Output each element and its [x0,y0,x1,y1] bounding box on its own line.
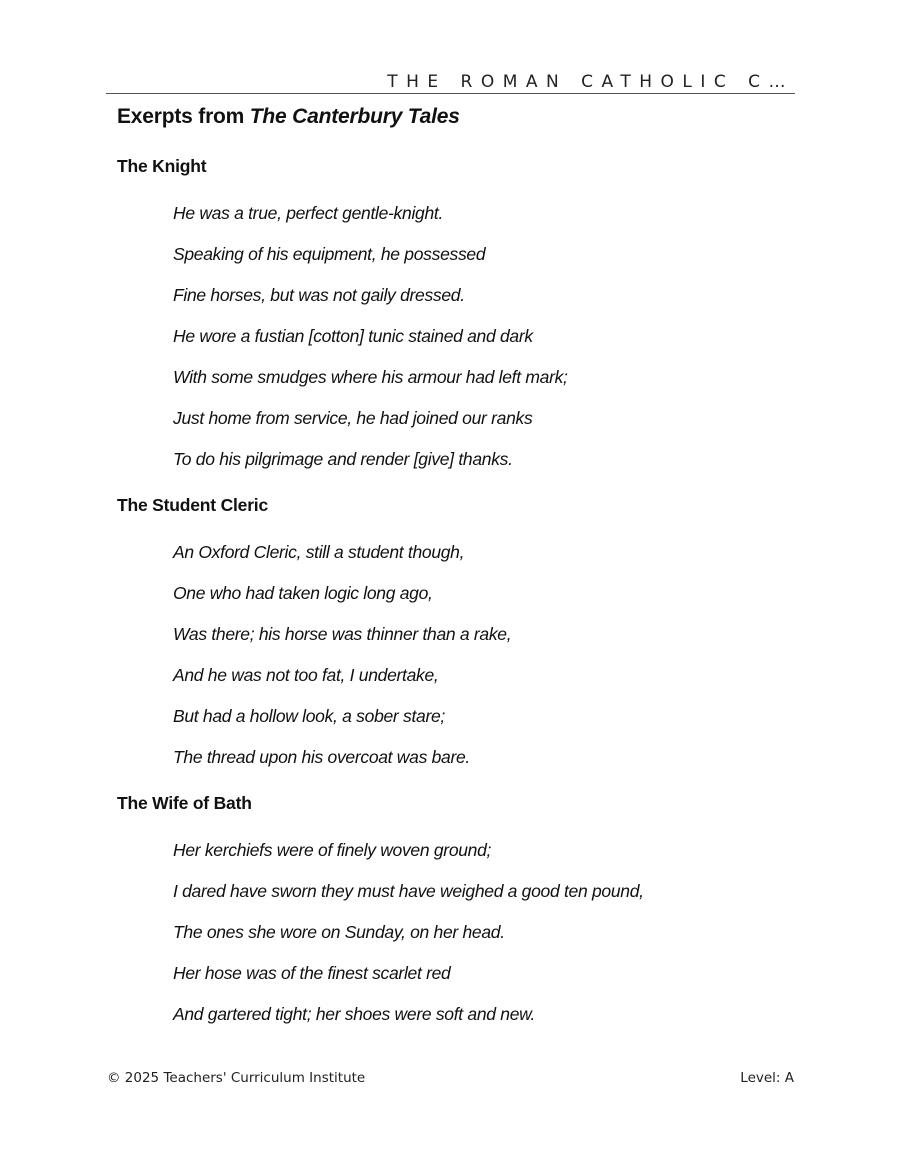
verse-line: Was there; his horse was thinner than a rake, [173,624,512,644]
verse-line: He wore a fustian [cotton] tunic stained and dark [173,326,533,346]
verse-line: With some smudges where his armour had left mark; [173,367,568,387]
header-divider [106,93,795,94]
verse-line: Her kerchiefs were of finely woven ground; [173,840,492,860]
title-work: The Canterbury Tales [249,105,460,128]
verse-line: And he was not too fat, I undertake, [173,665,439,685]
verse-line: The ones she wore on Sunday, on her head. [173,922,505,942]
section-heading-knight: The Knight [117,156,207,176]
running-header-title: THE ROMAN CATHOLIC C… [387,72,794,92]
verse-line: One who had taken logic long ago, [173,583,433,603]
section-heading-student-cleric: The Student Cleric [117,495,269,515]
verse-line: But had a hollow look, a sober stare; [173,706,445,726]
verse-line: Speaking of his equipment, he possessed [173,244,486,264]
footer-copyright: © 2025 Teachers' Curriculum Institute [107,1070,366,1086]
verse-line: He was a true, perfect gentle-knight. [173,203,444,223]
document-title [117,105,460,129]
title-prefix: Exerpts from [117,105,245,128]
footer-level: Level: A [740,1070,794,1086]
verse-line: An Oxford Cleric, still a student though, [173,542,465,562]
section-heading-wife-of-bath: The Wife of Bath [117,793,252,813]
verse-line: To do his pilgrimage and render [give] thanks. [173,449,513,469]
verse-line: Fine horses, but was not gaily dressed. [173,285,465,305]
verse-line: The thread upon his overcoat was bare. [173,747,470,767]
verse-line: Just home from service, he had joined our ranks [173,408,533,428]
verse-line: And gartered tight; her shoes were soft and new. [173,1004,536,1024]
verse-line: Her hose was of the finest scarlet red [173,963,451,983]
verse-line: I dared have sworn they must have weighed a good ten pound, [173,881,644,901]
